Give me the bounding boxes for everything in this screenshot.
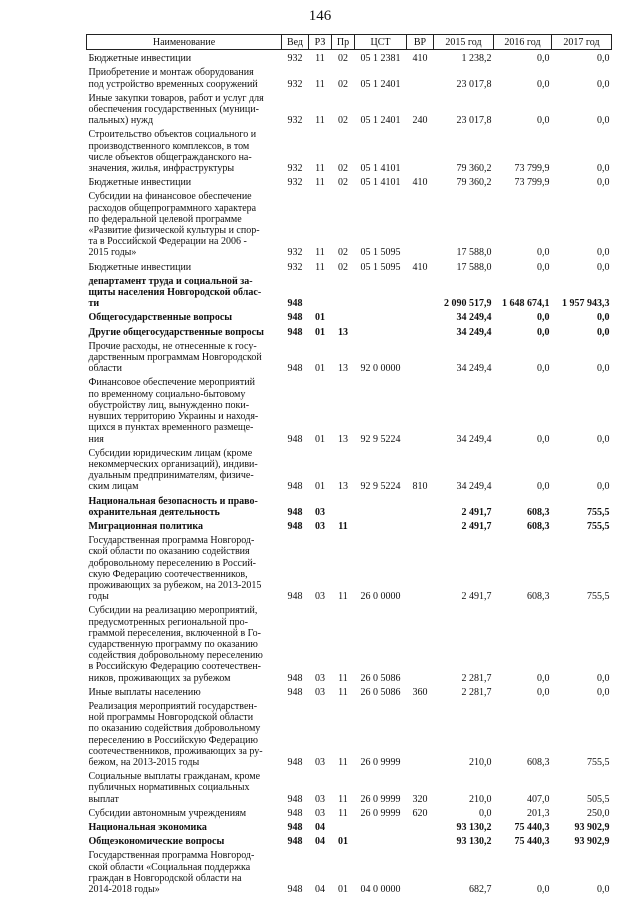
cell-pr [332, 493, 355, 518]
cell-2017: 0,0 [597, 115, 610, 127]
cell-name: Социальные выплаты гражданам, кроме публичных нормативных социальных выплат [88, 771, 261, 805]
cell-vr [407, 493, 434, 518]
cell-pr: 02 [338, 177, 348, 189]
cell-2017: 0,0 [597, 672, 610, 684]
cell-vr: 620 [412, 807, 428, 819]
cell-vr: 410 [412, 53, 428, 65]
cell-cst [355, 518, 407, 532]
col-header-2016: 2016 год [494, 35, 552, 50]
table-row [87, 698, 612, 768]
table-body [87, 50, 612, 896]
cell-2016: 0,0 [537, 312, 550, 324]
cell-vr: 410 [412, 261, 428, 273]
cell-2016: 0,0 [537, 53, 550, 65]
cell-cst [355, 309, 407, 323]
cell-pr [332, 819, 355, 833]
table-row [87, 188, 612, 258]
cell-cst: 05 1 2401 [360, 115, 401, 127]
table-row [87, 445, 612, 493]
cell-pr: 11 [338, 807, 348, 819]
cell-2017: 755,5 [587, 520, 610, 532]
col-header-2017: 2017 год [552, 35, 612, 50]
cell-cst: 05 1 2381 [360, 53, 401, 65]
cell-rz: 01 [315, 326, 325, 338]
cell-name: Национальная безопасность и право- охранительная деятельность [88, 495, 258, 518]
cell-ved: 948 [287, 506, 303, 518]
cell-ved: 948 [287, 298, 303, 310]
cell-2016: 608,3 [527, 756, 550, 768]
cell-rz: 04 [315, 822, 325, 833]
cell-rz: 01 [315, 363, 325, 375]
cell-2015: 2 281,7 [461, 686, 492, 698]
col-header-pr: Пр [332, 35, 355, 50]
table-row [87, 338, 612, 375]
table-header-row [87, 35, 612, 50]
cell-cst: 04 0 0000 [360, 884, 401, 896]
cell-2017: 1 957 943,3 [562, 298, 610, 310]
cell-2017: 0,0 [597, 247, 610, 259]
cell-pr: 13 [338, 363, 348, 375]
cell-ved: 932 [287, 261, 303, 273]
cell-2016: 73 799,9 [514, 163, 550, 175]
cell-cst: 26 0 9999 [360, 793, 401, 805]
cell-pr [332, 273, 355, 310]
cell-pr: 02 [338, 247, 348, 259]
cell-2017: 0,0 [597, 481, 610, 493]
cell-cst: 05 1 5095 [360, 247, 401, 259]
cell-2016: 0,0 [537, 433, 550, 445]
cell-ved: 948 [287, 363, 303, 375]
cell-pr: 11 [338, 520, 348, 532]
cell-name: департамент труда и социальной за- щиты населения Новгородской облас- ти [88, 275, 262, 310]
cell-rz: 03 [315, 807, 325, 819]
cell-ved: 948 [287, 793, 303, 805]
cell-2017: 0,0 [597, 433, 610, 445]
cell-pr: 13 [338, 433, 348, 445]
col-header-2015: 2015 год [434, 35, 494, 50]
cell-2015: 2 090 517,9 [444, 298, 492, 310]
table-row [87, 684, 612, 698]
cell-name: Иные выплаты населению [88, 686, 201, 698]
cell-vr [407, 374, 434, 444]
cell-rz: 04 [315, 836, 325, 848]
cell-2016: 608,3 [527, 506, 550, 518]
cell-ved: 932 [287, 53, 303, 65]
cell-2015: 23 017,8 [456, 78, 492, 90]
cell-vr: 240 [412, 115, 428, 127]
cell-ved: 932 [287, 78, 303, 90]
cell-2016: 73 799,9 [514, 177, 550, 189]
table-row [87, 309, 612, 323]
table-row [87, 602, 612, 683]
cell-2016: 0,0 [537, 672, 550, 684]
cell-2016: 407,0 [527, 793, 550, 805]
cell-2017: 0,0 [597, 53, 610, 65]
cell-vr [407, 819, 434, 833]
cell-ved: 948 [287, 756, 303, 768]
table-row [87, 90, 612, 127]
cell-cst: 05 1 4101 [360, 177, 401, 189]
cell-vr: 810 [412, 481, 428, 493]
cell-ved: 948 [287, 672, 303, 684]
cell-2017: 0,0 [597, 163, 610, 175]
cell-pr: 02 [338, 53, 348, 65]
cell-cst [355, 819, 407, 833]
cell-cst: 05 1 4101 [360, 163, 401, 175]
cell-2016: 0,0 [537, 261, 550, 273]
cell-rz: 03 [315, 672, 325, 684]
cell-name: Субсидии автономным учреждениям [88, 807, 247, 819]
cell-ved: 948 [287, 326, 303, 338]
cell-2016: 1 648 674,1 [502, 298, 550, 310]
cell-rz: 04 [315, 884, 325, 896]
cell-name: Бюджетные инвестиции [88, 261, 192, 273]
cell-pr: 11 [338, 686, 348, 698]
cell-ved: 948 [287, 312, 303, 324]
col-header-name: Наименование [87, 35, 282, 50]
table-row [87, 768, 612, 805]
cell-2015: 79 360,2 [456, 177, 492, 189]
cell-name: Прочие расходы, не отнесенные к госу- дарственным программам Новгородской области [88, 340, 262, 375]
cell-ved: 932 [287, 247, 303, 259]
cell-cst: 26 0 0000 [360, 591, 401, 603]
cell-vr [407, 64, 434, 89]
cell-rz: 01 [315, 481, 325, 493]
cell-cst: 26 0 5086 [360, 672, 401, 684]
cell-vr [407, 602, 434, 683]
cell-vr: 360 [412, 686, 428, 698]
cell-vr: 320 [412, 793, 428, 805]
cell-cst: 26 0 5086 [360, 686, 401, 698]
table-row [87, 374, 612, 444]
cell-2015: 0,0 [479, 807, 492, 819]
cell-name: Общеэкономические вопросы [88, 836, 225, 848]
cell-name: Другие общегосударственные вопросы [88, 326, 264, 338]
cell-2016: 0,0 [537, 481, 550, 493]
cell-ved: 948 [287, 807, 303, 819]
cell-pr: 02 [338, 163, 348, 175]
cell-2015: 23 017,8 [456, 115, 492, 127]
cell-ved: 932 [287, 115, 303, 127]
cell-2015: 2 491,7 [461, 591, 492, 603]
cell-rz: 03 [315, 591, 325, 603]
cell-2017: 755,5 [587, 756, 610, 768]
table-row [87, 518, 612, 532]
table-row [87, 64, 612, 89]
cell-2015: 79 360,2 [456, 163, 492, 175]
cell-name: Реализация мероприятий государствен- ной программы Новгородской области по оказанию содействия добровольному переселению в Российскую Федерацию соотечественников, проживающих за ру- бежом, на 2013-2015 годы [88, 700, 263, 768]
table-row [87, 833, 612, 847]
cell-2016: 75 440,3 [514, 822, 550, 833]
cell-rz: 11 [315, 78, 325, 90]
col-header-vr: ВР [407, 35, 434, 50]
cell-2016: 0,0 [537, 247, 550, 259]
cell-2015: 682,7 [469, 884, 492, 896]
table-row [87, 847, 612, 895]
cell-cst: 26 0 9999 [360, 756, 401, 768]
cell-2015: 93 130,2 [456, 822, 492, 833]
cell-ved: 948 [287, 884, 303, 896]
cell-2017: 0,0 [597, 686, 610, 698]
cell-pr: 11 [338, 756, 348, 768]
cell-2015: 34 249,4 [456, 481, 492, 493]
cell-vr [407, 833, 434, 847]
cell-2016: 0,0 [537, 326, 550, 338]
cell-2016: 0,0 [537, 78, 550, 90]
cell-rz: 11 [315, 53, 325, 65]
cell-rz: 01 [315, 433, 325, 445]
cell-ved: 948 [287, 836, 303, 848]
cell-vr [407, 532, 434, 602]
cell-rz: 11 [315, 163, 325, 175]
cell-vr [407, 338, 434, 375]
cell-2017: 93 902,9 [574, 822, 610, 833]
cell-cst: 92 9 5224 [360, 433, 401, 445]
cell-2017: 0,0 [597, 326, 610, 338]
col-header-ved: Вед [282, 35, 309, 50]
cell-pr [332, 309, 355, 323]
table-row [87, 273, 612, 310]
cell-2017: 505,5 [587, 793, 610, 805]
cell-rz: 11 [315, 115, 325, 127]
table-row [87, 324, 612, 338]
cell-vr [407, 188, 434, 258]
cell-rz: 11 [315, 177, 325, 189]
cell-2016: 201,3 [527, 807, 550, 819]
cell-pr: 11 [338, 672, 348, 684]
cell-ved: 932 [287, 177, 303, 189]
table-row [87, 50, 612, 65]
cell-name: Бюджетные инвестиции [88, 177, 192, 189]
cell-pr: 13 [338, 481, 348, 493]
cell-ved: 948 [287, 591, 303, 603]
cell-cst [355, 493, 407, 518]
cell-name: Приобретение и монтаж оборудования под устройство временных сооружений [88, 67, 258, 90]
col-header-rz: РЗ [309, 35, 332, 50]
cell-2016: 0,0 [537, 686, 550, 698]
cell-rz: 11 [315, 261, 325, 273]
cell-vr [407, 309, 434, 323]
cell-2017: 755,5 [587, 591, 610, 603]
table-row [87, 259, 612, 273]
cell-rz: 03 [315, 520, 325, 532]
cell-vr [407, 847, 434, 895]
cell-ved: 948 [287, 822, 303, 833]
cell-cst [355, 324, 407, 338]
cell-2016: 0,0 [537, 363, 550, 375]
cell-rz: 03 [315, 756, 325, 768]
cell-2015: 1 238,2 [461, 53, 492, 65]
cell-name: Национальная экономика [88, 822, 207, 833]
cell-2015: 17 588,0 [456, 247, 492, 259]
cell-2016: 608,3 [527, 520, 550, 532]
cell-pr: 02 [338, 115, 348, 127]
table-row [87, 493, 612, 518]
cell-vr [407, 324, 434, 338]
cell-2017: 93 902,9 [574, 836, 610, 848]
cell-rz: 03 [315, 686, 325, 698]
cell-2017: 0,0 [597, 261, 610, 273]
cell-cst: 92 9 5224 [360, 481, 401, 493]
table-row [87, 532, 612, 602]
cell-name: Миграционная политика [88, 520, 204, 532]
cell-cst: 05 1 5095 [360, 261, 401, 273]
cell-2015: 210,0 [469, 793, 492, 805]
cell-2015: 34 249,4 [456, 363, 492, 375]
cell-2015: 34 249,4 [456, 326, 492, 338]
cell-ved: 948 [287, 481, 303, 493]
cell-2015: 34 249,4 [456, 433, 492, 445]
cell-2017: 0,0 [597, 312, 610, 324]
cell-rz: 03 [315, 793, 325, 805]
cell-rz: 01 [315, 312, 325, 324]
cell-2015: 17 588,0 [456, 261, 492, 273]
cell-name: Государственная программа Новгород- ской области по оказанию содействия добровольному переселению в Россий- скую Федерацию соотечественников, проживающих за рубежом, на 2013-2015 годы [88, 535, 262, 603]
table-row [87, 174, 612, 188]
cell-2016: 608,3 [527, 591, 550, 603]
cell-cst: 26 0 9999 [360, 807, 401, 819]
cell-2017: 0,0 [597, 884, 610, 896]
budget-table [86, 34, 612, 895]
cell-cst: 92 0 0000 [360, 363, 401, 375]
cell-pr: 13 [338, 326, 348, 338]
cell-ved: 948 [287, 433, 303, 445]
cell-vr: 410 [412, 177, 428, 189]
cell-pr: 01 [338, 884, 348, 896]
cell-2015: 2 491,7 [461, 520, 492, 532]
cell-ved: 948 [287, 520, 303, 532]
cell-ved: 948 [287, 686, 303, 698]
cell-pr: 01 [338, 836, 348, 848]
cell-2015: 2 491,7 [461, 506, 492, 518]
table-row [87, 819, 612, 833]
cell-2015: 34 249,4 [456, 312, 492, 324]
cell-name: Государственная программа Новгород- ской области «Социальная поддержка граждан в Новгородской области на 2014-2018 годы» [88, 850, 255, 896]
cell-cst [355, 273, 407, 310]
cell-pr: 02 [338, 261, 348, 273]
cell-2017: 0,0 [597, 78, 610, 90]
cell-rz: 03 [315, 506, 325, 518]
cell-cst: 05 1 2401 [360, 78, 401, 90]
cell-cst [355, 833, 407, 847]
cell-name: Субсидии на финансовое обеспечение расходов общепрограммного характера по федеральной целевой программе «Развитие физической культуры и спор- та в Российской Федерации на 2006 - 2015 годы» [88, 191, 260, 259]
cell-name: Субсидии юридическим лицам (кроме некоммерческих организаций), индиви- дуальным предпринимателям, физиче- ским лицам [88, 447, 258, 493]
col-header-cst: ЦСТ [355, 35, 407, 50]
cell-vr [407, 518, 434, 532]
cell-2017: 0,0 [597, 363, 610, 375]
page-number: 146 [308, 8, 332, 24]
cell-2017: 250,0 [587, 807, 610, 819]
cell-ved: 932 [287, 163, 303, 175]
cell-2016: 0,0 [537, 115, 550, 127]
cell-name: Иные закупки товаров, работ и услуг для обеспечения государственных (муници- пальных) нужд [88, 92, 264, 127]
cell-name: Финансовое обеспечение мероприятий по временному социально-бытовому обустройству лиц, вынужденно поки- нувших территорию Украины и находя- щихся в пунктах временного размеще- ния [88, 377, 259, 445]
table-row [87, 805, 612, 819]
cell-name: Субсидии на реализацию мероприятий, предусмотренных региональной про- граммой переселения, включенной в Го- сударственную программу по оказанию содействия добровольному переселению в Российскую Федерацию соотечествен- ников, проживающих за рубежом [88, 605, 263, 684]
cell-vr [407, 698, 434, 768]
cell-2015: 93 130,2 [456, 836, 492, 848]
cell-pr: 02 [338, 78, 348, 90]
cell-pr: 11 [338, 793, 348, 805]
cell-name: Общегосударственные вопросы [88, 312, 233, 324]
cell-2016: 75 440,3 [514, 836, 550, 848]
cell-2017: 0,0 [597, 177, 610, 189]
cell-name: Бюджетные инвестиции [88, 53, 192, 65]
cell-2015: 2 281,7 [461, 672, 492, 684]
cell-vr [407, 273, 434, 310]
cell-pr: 11 [338, 591, 348, 603]
cell-vr [407, 126, 434, 174]
table-row [87, 126, 612, 174]
cell-2017: 755,5 [587, 506, 610, 518]
cell-2016: 0,0 [537, 884, 550, 896]
cell-name: Строительство объектов социального и производственного комплексов, в том числе объектов общегражданского на- значения, жилья, инфраструктуры [88, 129, 257, 175]
cell-rz [309, 273, 332, 310]
cell-2015: 210,0 [469, 756, 492, 768]
cell-rz: 11 [315, 247, 325, 259]
